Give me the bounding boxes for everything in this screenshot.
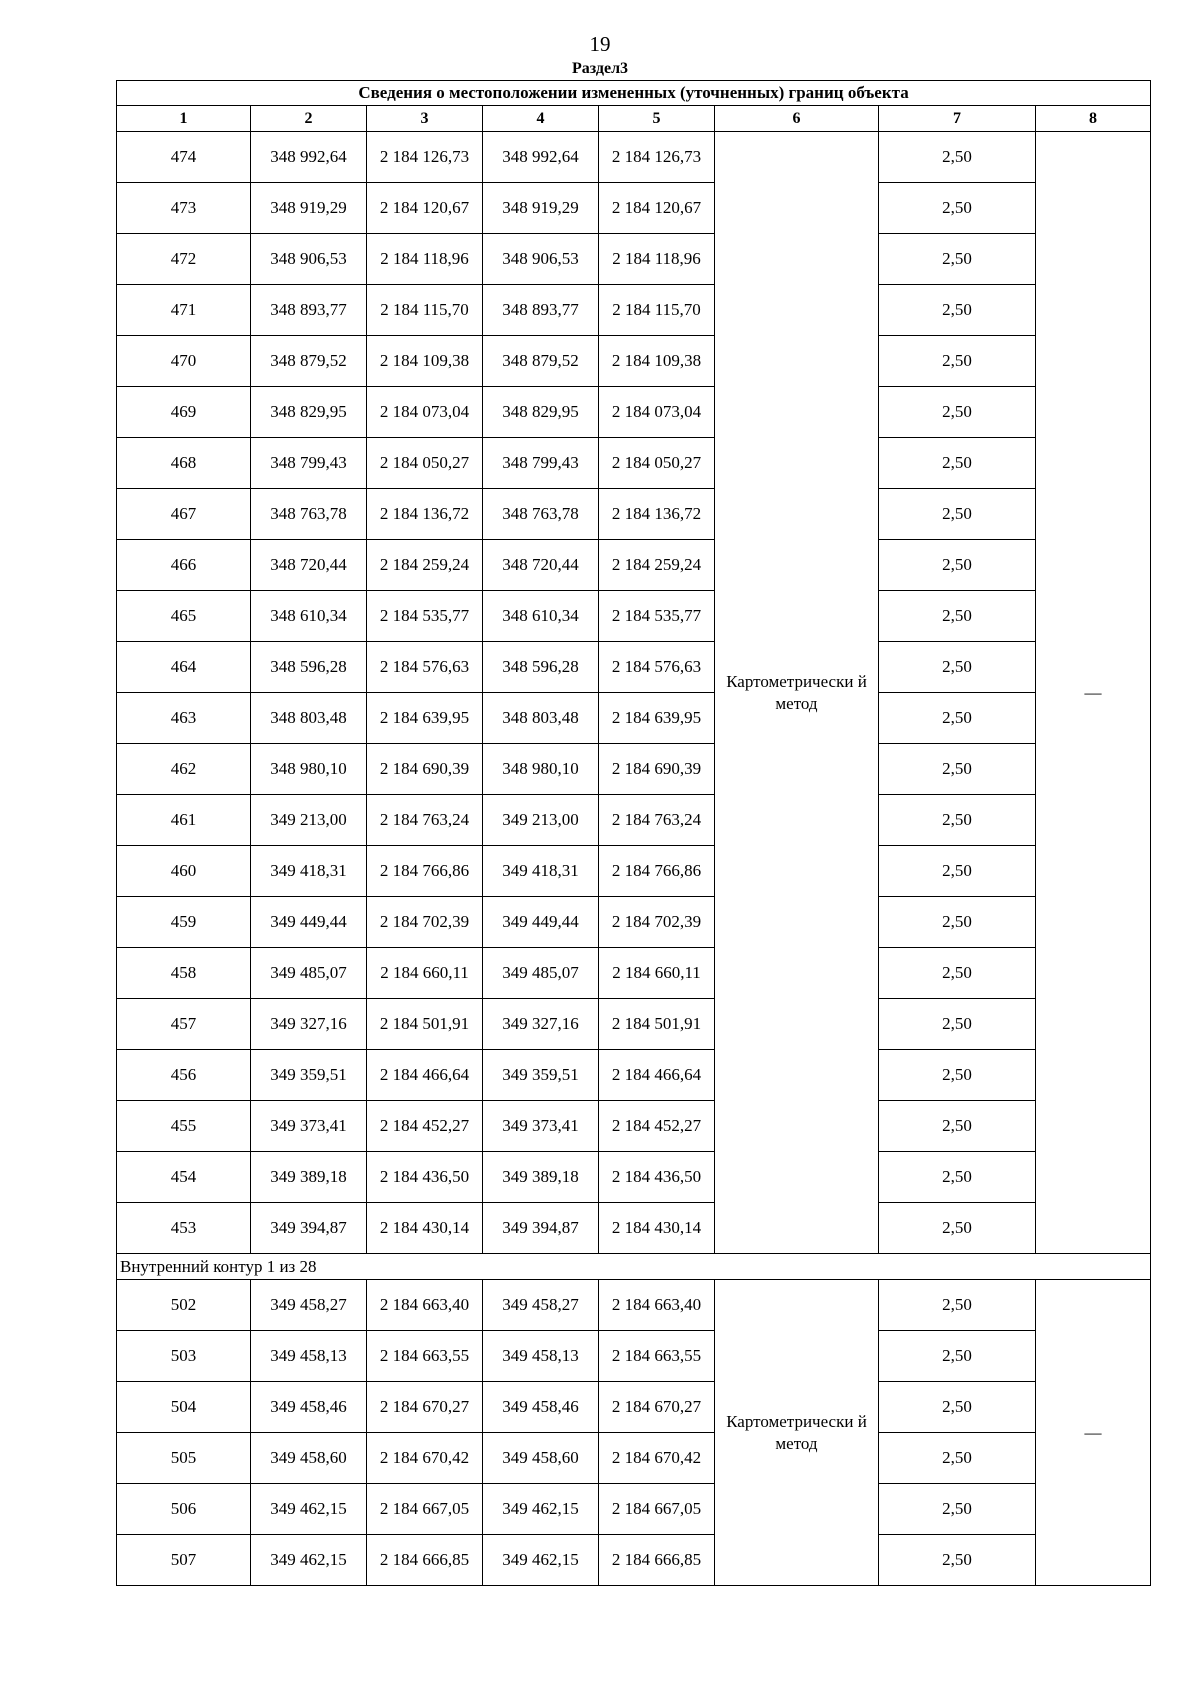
x-coordinate-new-cell: 349 213,00 bbox=[483, 795, 599, 846]
column-number-5: 5 bbox=[599, 106, 715, 132]
x-coordinate-cell: 348 893,77 bbox=[251, 285, 367, 336]
y-coordinate-cell: 2 184 639,95 bbox=[367, 693, 483, 744]
point-number-cell: 505 bbox=[117, 1433, 251, 1484]
y-coordinate-new-cell: 2 184 660,11 bbox=[599, 948, 715, 999]
x-coordinate-new-cell: 349 458,13 bbox=[483, 1331, 599, 1382]
x-coordinate-new-cell: 348 919,29 bbox=[483, 183, 599, 234]
point-number-cell: 502 bbox=[117, 1280, 251, 1331]
y-coordinate-new-cell: 2 184 126,73 bbox=[599, 132, 715, 183]
y-coordinate-new-cell: 2 184 466,64 bbox=[599, 1050, 715, 1101]
point-number-cell: 456 bbox=[117, 1050, 251, 1101]
x-coordinate-cell: 348 829,95 bbox=[251, 387, 367, 438]
column-number-6: 6 bbox=[715, 106, 879, 132]
point-number-cell: 474 bbox=[117, 132, 251, 183]
x-coordinate-new-cell: 349 462,15 bbox=[483, 1484, 599, 1535]
table-row bbox=[117, 846, 1151, 897]
point-number-cell: 454 bbox=[117, 1152, 251, 1203]
coordinates-table bbox=[116, 80, 1151, 1586]
point-number-cell: 453 bbox=[117, 1203, 251, 1254]
x-coordinate-new-cell: 349 458,46 bbox=[483, 1382, 599, 1433]
y-coordinate-new-cell: 2 184 670,42 bbox=[599, 1433, 715, 1484]
x-coordinate-cell: 349 458,46 bbox=[251, 1382, 367, 1433]
x-coordinate-new-cell: 348 829,95 bbox=[483, 387, 599, 438]
accuracy-cell: 2,50 bbox=[879, 1280, 1036, 1331]
table-caption-row bbox=[117, 81, 1151, 106]
x-coordinate-cell: 349 213,00 bbox=[251, 795, 367, 846]
x-coordinate-cell: 348 720,44 bbox=[251, 540, 367, 591]
accuracy-cell: 2,50 bbox=[879, 438, 1036, 489]
y-coordinate-cell: 2 184 120,67 bbox=[367, 183, 483, 234]
x-coordinate-cell: 349 327,16 bbox=[251, 999, 367, 1050]
accuracy-cell: 2,50 bbox=[879, 999, 1036, 1050]
table-row bbox=[117, 897, 1151, 948]
x-coordinate-cell: 349 418,31 bbox=[251, 846, 367, 897]
accuracy-cell: 2,50 bbox=[879, 132, 1036, 183]
table-row bbox=[117, 591, 1151, 642]
y-coordinate-cell: 2 184 073,04 bbox=[367, 387, 483, 438]
table-row bbox=[117, 1101, 1151, 1152]
point-number-cell: 507 bbox=[117, 1535, 251, 1586]
accuracy-cell: 2,50 bbox=[879, 1152, 1036, 1203]
y-coordinate-cell: 2 184 667,05 bbox=[367, 1484, 483, 1535]
accuracy-cell: 2,50 bbox=[879, 1484, 1036, 1535]
y-coordinate-new-cell: 2 184 690,39 bbox=[599, 744, 715, 795]
accuracy-cell: 2,50 bbox=[879, 897, 1036, 948]
y-coordinate-cell: 2 184 126,73 bbox=[367, 132, 483, 183]
accuracy-cell: 2,50 bbox=[879, 336, 1036, 387]
table-row bbox=[117, 387, 1151, 438]
y-coordinate-cell: 2 184 050,27 bbox=[367, 438, 483, 489]
accuracy-cell: 2,50 bbox=[879, 285, 1036, 336]
x-coordinate-new-cell: 348 992,64 bbox=[483, 132, 599, 183]
x-coordinate-new-cell: 348 893,77 bbox=[483, 285, 599, 336]
y-coordinate-cell: 2 184 670,42 bbox=[367, 1433, 483, 1484]
y-coordinate-cell: 2 184 259,24 bbox=[367, 540, 483, 591]
table-row bbox=[117, 693, 1151, 744]
table-row bbox=[117, 1484, 1151, 1535]
point-number-cell: 473 bbox=[117, 183, 251, 234]
table-row bbox=[117, 948, 1151, 999]
table-caption: Сведения о местоположении измененных (уточненных) границ объекта bbox=[117, 81, 1151, 106]
x-coordinate-cell: 349 394,87 bbox=[251, 1203, 367, 1254]
y-coordinate-cell: 2 184 702,39 bbox=[367, 897, 483, 948]
x-coordinate-new-cell: 349 418,31 bbox=[483, 846, 599, 897]
x-coordinate-new-cell: 349 373,41 bbox=[483, 1101, 599, 1152]
point-number-cell: 455 bbox=[117, 1101, 251, 1152]
column-number-2: 2 bbox=[251, 106, 367, 132]
y-coordinate-cell: 2 184 663,55 bbox=[367, 1331, 483, 1382]
y-coordinate-cell: 2 184 136,72 bbox=[367, 489, 483, 540]
accuracy-cell: 2,50 bbox=[879, 1203, 1036, 1254]
accuracy-cell: 2,50 bbox=[879, 387, 1036, 438]
accuracy-cell: 2,50 bbox=[879, 1101, 1036, 1152]
x-coordinate-cell: 348 879,52 bbox=[251, 336, 367, 387]
section-title: Раздел3 bbox=[571, 60, 629, 77]
x-coordinate-cell: 348 763,78 bbox=[251, 489, 367, 540]
y-coordinate-cell: 2 184 466,64 bbox=[367, 1050, 483, 1101]
accuracy-cell: 2,50 bbox=[879, 1433, 1036, 1484]
x-coordinate-new-cell: 349 389,18 bbox=[483, 1152, 599, 1203]
x-coordinate-cell: 349 449,44 bbox=[251, 897, 367, 948]
y-coordinate-cell: 2 184 576,63 bbox=[367, 642, 483, 693]
x-coordinate-cell: 349 359,51 bbox=[251, 1050, 367, 1101]
accuracy-cell: 2,50 bbox=[879, 591, 1036, 642]
y-coordinate-cell: 2 184 115,70 bbox=[367, 285, 483, 336]
point-number-cell: 506 bbox=[117, 1484, 251, 1535]
table-row bbox=[117, 1535, 1151, 1586]
y-coordinate-new-cell: 2 184 576,63 bbox=[599, 642, 715, 693]
y-coordinate-cell: 2 184 452,27 bbox=[367, 1101, 483, 1152]
table-row bbox=[117, 1203, 1151, 1254]
point-number-cell: 469 bbox=[117, 387, 251, 438]
x-coordinate-cell: 348 906,53 bbox=[251, 234, 367, 285]
accuracy-cell: 2,50 bbox=[879, 183, 1036, 234]
point-number-cell: 503 bbox=[117, 1331, 251, 1382]
y-coordinate-new-cell: 2 184 118,96 bbox=[599, 234, 715, 285]
y-coordinate-new-cell: 2 184 501,91 bbox=[599, 999, 715, 1050]
accuracy-cell: 2,50 bbox=[879, 744, 1036, 795]
table-row bbox=[117, 540, 1151, 591]
y-coordinate-cell: 2 184 670,27 bbox=[367, 1382, 483, 1433]
column-number-4: 4 bbox=[483, 106, 599, 132]
accuracy-cell: 2,50 bbox=[879, 1535, 1036, 1586]
y-coordinate-cell: 2 184 501,91 bbox=[367, 999, 483, 1050]
point-number-cell: 468 bbox=[117, 438, 251, 489]
column-numbers-row bbox=[117, 106, 1151, 132]
table-row bbox=[117, 744, 1151, 795]
y-coordinate-new-cell: 2 184 452,27 bbox=[599, 1101, 715, 1152]
x-coordinate-cell: 349 458,27 bbox=[251, 1280, 367, 1331]
x-coordinate-cell: 348 596,28 bbox=[251, 642, 367, 693]
accuracy-cell: 2,50 bbox=[879, 693, 1036, 744]
point-number-cell: 467 bbox=[117, 489, 251, 540]
table-row bbox=[117, 132, 1151, 183]
x-coordinate-new-cell: 348 610,34 bbox=[483, 591, 599, 642]
table-row bbox=[117, 1331, 1151, 1382]
contour-label-row bbox=[117, 1254, 1151, 1280]
x-coordinate-cell: 348 803,48 bbox=[251, 693, 367, 744]
point-number-cell: 465 bbox=[117, 591, 251, 642]
accuracy-cell: 2,50 bbox=[879, 642, 1036, 693]
accuracy-cell: 2,50 bbox=[879, 540, 1036, 591]
accuracy-cell: 2,50 bbox=[879, 489, 1036, 540]
x-coordinate-new-cell: 348 879,52 bbox=[483, 336, 599, 387]
x-coordinate-cell: 349 462,15 bbox=[251, 1535, 367, 1586]
x-coordinate-new-cell: 348 906,53 bbox=[483, 234, 599, 285]
column-number-3: 3 bbox=[367, 106, 483, 132]
column-number-7: 7 bbox=[879, 106, 1036, 132]
accuracy-cell: 2,50 bbox=[879, 846, 1036, 897]
x-coordinate-new-cell: 348 763,78 bbox=[483, 489, 599, 540]
y-coordinate-new-cell: 2 184 670,27 bbox=[599, 1382, 715, 1433]
table-row bbox=[117, 1280, 1151, 1331]
y-coordinate-cell: 2 184 109,38 bbox=[367, 336, 483, 387]
point-number-cell: 460 bbox=[117, 846, 251, 897]
y-coordinate-cell: 2 184 666,85 bbox=[367, 1535, 483, 1586]
y-coordinate-cell: 2 184 118,96 bbox=[367, 234, 483, 285]
point-number-cell: 504 bbox=[117, 1382, 251, 1433]
point-number-cell: 472 bbox=[117, 234, 251, 285]
y-coordinate-new-cell: 2 184 639,95 bbox=[599, 693, 715, 744]
y-coordinate-cell: 2 184 430,14 bbox=[367, 1203, 483, 1254]
table-row bbox=[117, 489, 1151, 540]
accuracy-cell: 2,50 bbox=[879, 948, 1036, 999]
x-coordinate-new-cell: 349 458,27 bbox=[483, 1280, 599, 1331]
x-coordinate-new-cell: 349 449,44 bbox=[483, 897, 599, 948]
x-coordinate-new-cell: 348 799,43 bbox=[483, 438, 599, 489]
y-coordinate-new-cell: 2 184 115,70 bbox=[599, 285, 715, 336]
accuracy-cell: 2,50 bbox=[879, 234, 1036, 285]
x-coordinate-new-cell: 349 327,16 bbox=[483, 999, 599, 1050]
accuracy-cell: 2,50 bbox=[879, 1382, 1036, 1433]
point-number-cell: 464 bbox=[117, 642, 251, 693]
y-coordinate-cell: 2 184 663,40 bbox=[367, 1280, 483, 1331]
y-coordinate-new-cell: 2 184 136,72 bbox=[599, 489, 715, 540]
page-number: 19 bbox=[589, 32, 611, 56]
x-coordinate-cell: 348 799,43 bbox=[251, 438, 367, 489]
table-row bbox=[117, 285, 1151, 336]
x-coordinate-new-cell: 349 462,15 bbox=[483, 1535, 599, 1586]
point-number-cell: 470 bbox=[117, 336, 251, 387]
table-row bbox=[117, 1152, 1151, 1203]
y-coordinate-cell: 2 184 763,24 bbox=[367, 795, 483, 846]
y-coordinate-new-cell: 2 184 259,24 bbox=[599, 540, 715, 591]
x-coordinate-cell: 349 485,07 bbox=[251, 948, 367, 999]
y-coordinate-cell: 2 184 535,77 bbox=[367, 591, 483, 642]
y-coordinate-cell: 2 184 436,50 bbox=[367, 1152, 483, 1203]
y-coordinate-new-cell: 2 184 109,38 bbox=[599, 336, 715, 387]
x-coordinate-new-cell: 349 458,60 bbox=[483, 1433, 599, 1484]
x-coordinate-new-cell: 348 596,28 bbox=[483, 642, 599, 693]
table-row bbox=[117, 1382, 1151, 1433]
x-coordinate-cell: 348 610,34 bbox=[251, 591, 367, 642]
point-number-cell: 466 bbox=[117, 540, 251, 591]
y-coordinate-new-cell: 2 184 763,24 bbox=[599, 795, 715, 846]
method-cell: Картометрически й метод bbox=[715, 1280, 879, 1586]
accuracy-cell: 2,50 bbox=[879, 1050, 1036, 1101]
x-coordinate-cell: 348 992,64 bbox=[251, 132, 367, 183]
x-coordinate-new-cell: 349 359,51 bbox=[483, 1050, 599, 1101]
table-row bbox=[117, 438, 1151, 489]
y-coordinate-new-cell: 2 184 766,86 bbox=[599, 846, 715, 897]
x-coordinate-new-cell: 348 720,44 bbox=[483, 540, 599, 591]
y-coordinate-new-cell: 2 184 073,04 bbox=[599, 387, 715, 438]
contour-label: Внутренний контур 1 из 28 bbox=[117, 1254, 1151, 1280]
column-number-8: 8 bbox=[1036, 106, 1151, 132]
x-coordinate-cell: 349 458,13 bbox=[251, 1331, 367, 1382]
table-row bbox=[117, 183, 1151, 234]
method-cell: Картометрически й метод bbox=[715, 132, 879, 1254]
point-number-cell: 459 bbox=[117, 897, 251, 948]
y-coordinate-new-cell: 2 184 430,14 bbox=[599, 1203, 715, 1254]
y-coordinate-cell: 2 184 660,11 bbox=[367, 948, 483, 999]
point-number-cell: 458 bbox=[117, 948, 251, 999]
point-number-cell: 463 bbox=[117, 693, 251, 744]
y-coordinate-new-cell: 2 184 663,55 bbox=[599, 1331, 715, 1382]
x-coordinate-cell: 348 980,10 bbox=[251, 744, 367, 795]
x-coordinate-new-cell: 348 980,10 bbox=[483, 744, 599, 795]
x-coordinate-new-cell: 349 485,07 bbox=[483, 948, 599, 999]
y-coordinate-new-cell: 2 184 436,50 bbox=[599, 1152, 715, 1203]
accuracy-cell: 2,50 bbox=[879, 1331, 1036, 1382]
table-row bbox=[117, 642, 1151, 693]
table-row bbox=[117, 336, 1151, 387]
y-coordinate-new-cell: 2 184 120,67 bbox=[599, 183, 715, 234]
y-coordinate-new-cell: 2 184 666,85 bbox=[599, 1535, 715, 1586]
x-coordinate-cell: 349 373,41 bbox=[251, 1101, 367, 1152]
point-number-cell: 462 bbox=[117, 744, 251, 795]
table-row bbox=[117, 795, 1151, 846]
table-row bbox=[117, 1433, 1151, 1484]
y-coordinate-cell: 2 184 690,39 bbox=[367, 744, 483, 795]
x-coordinate-cell: 349 458,60 bbox=[251, 1433, 367, 1484]
point-number-cell: 471 bbox=[117, 285, 251, 336]
y-coordinate-new-cell: 2 184 667,05 bbox=[599, 1484, 715, 1535]
point-number-cell: 461 bbox=[117, 795, 251, 846]
y-coordinate-cell: 2 184 766,86 bbox=[367, 846, 483, 897]
x-coordinate-cell: 349 389,18 bbox=[251, 1152, 367, 1203]
x-coordinate-cell: 349 462,15 bbox=[251, 1484, 367, 1535]
y-coordinate-new-cell: 2 184 535,77 bbox=[599, 591, 715, 642]
remark-cell: — bbox=[1036, 1280, 1151, 1586]
y-coordinate-new-cell: 2 184 702,39 bbox=[599, 897, 715, 948]
table-row bbox=[117, 234, 1151, 285]
table-row bbox=[117, 999, 1151, 1050]
x-coordinate-new-cell: 349 394,87 bbox=[483, 1203, 599, 1254]
y-coordinate-new-cell: 2 184 663,40 bbox=[599, 1280, 715, 1331]
y-coordinate-new-cell: 2 184 050,27 bbox=[599, 438, 715, 489]
remark-cell: — bbox=[1036, 132, 1151, 1254]
x-coordinate-new-cell: 348 803,48 bbox=[483, 693, 599, 744]
column-number-1: 1 bbox=[117, 106, 251, 132]
x-coordinate-cell: 348 919,29 bbox=[251, 183, 367, 234]
point-number-cell: 457 bbox=[117, 999, 251, 1050]
table-row bbox=[117, 1050, 1151, 1101]
accuracy-cell: 2,50 bbox=[879, 795, 1036, 846]
